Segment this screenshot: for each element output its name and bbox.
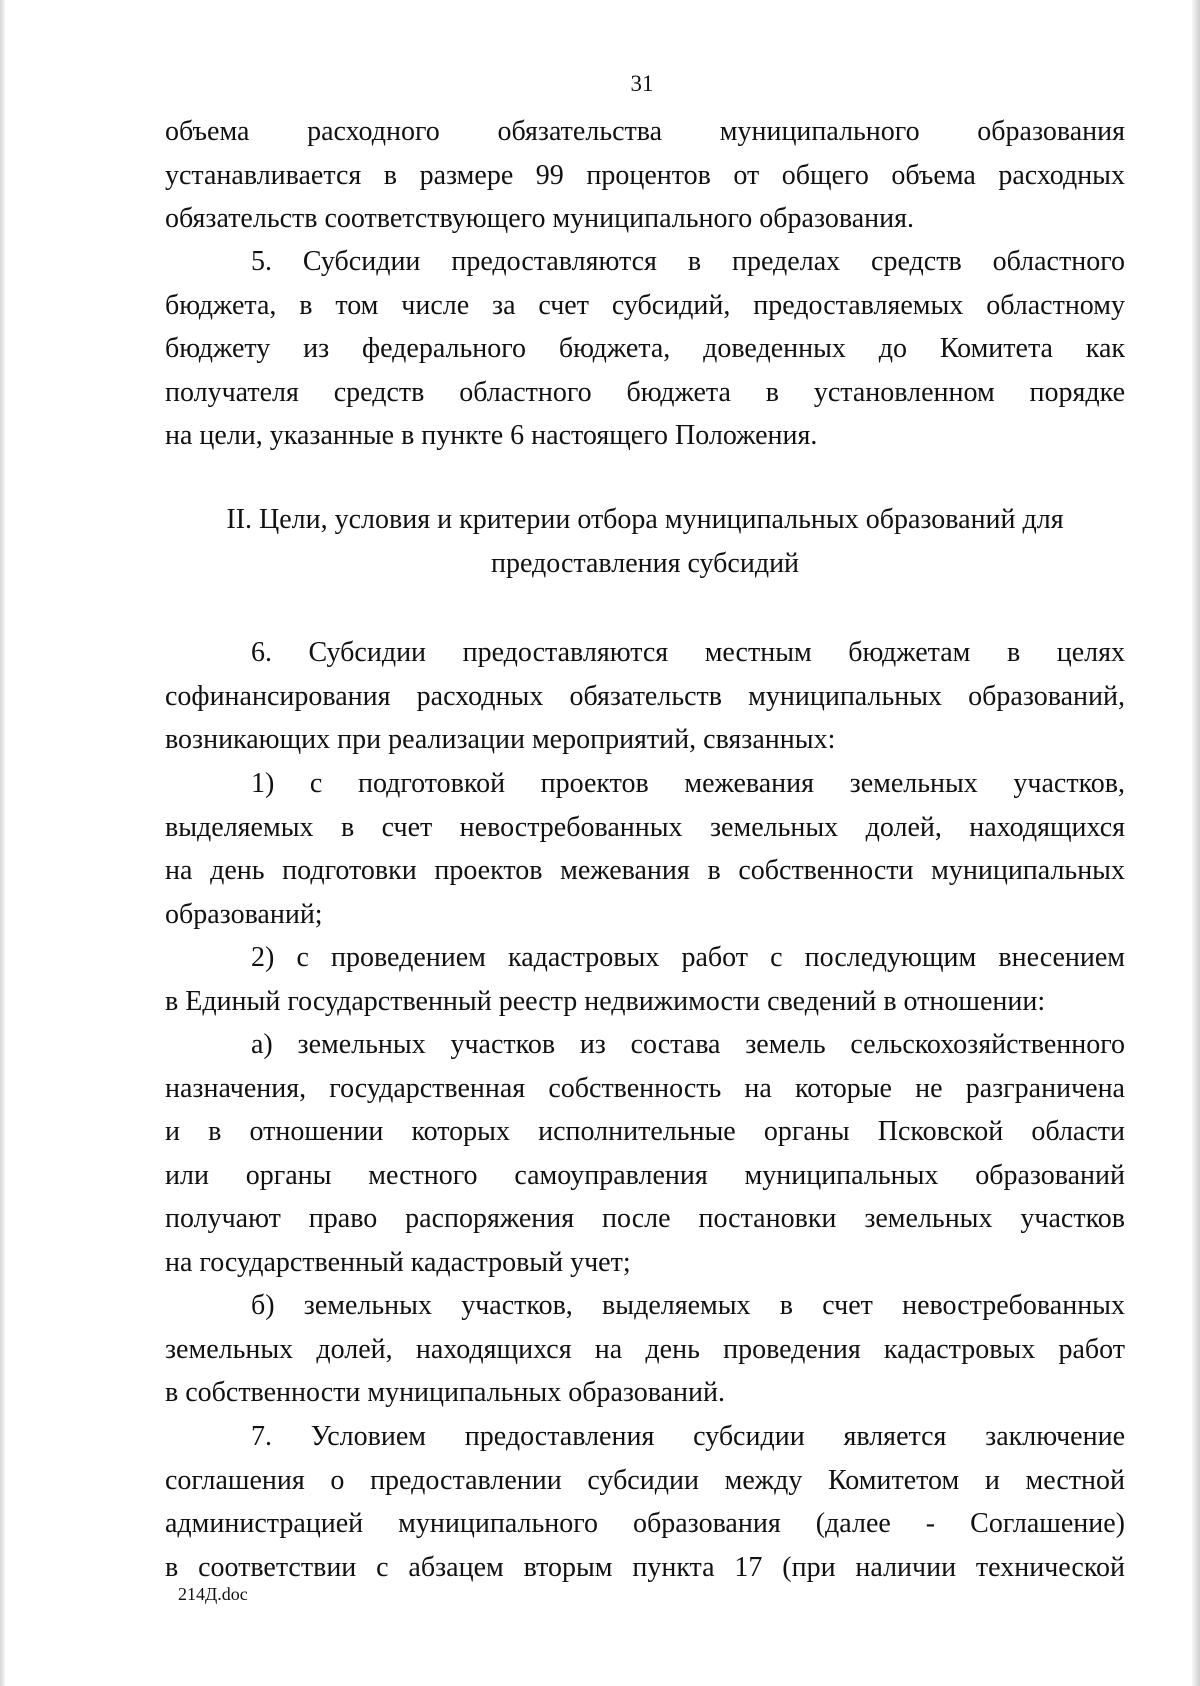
list-item-a <box>165 1023 1125 1285</box>
scan-edge-left <box>0 0 5 1686</box>
text-line: 7. Условием предоставления субсидии является заключение <box>251 1421 1125 1452</box>
text-line: бюджета, в том числе за счет субсидий, предоставляемых областному <box>165 289 1125 321</box>
text-line: а) земельных участков из состава земель сельскохозяйственного <box>251 1029 1125 1060</box>
section-heading <box>165 498 1125 585</box>
text-line: в Единый государственный реестр недвижимости сведений в отношении: <box>165 985 1046 1017</box>
text-line: 1) с подготовкой проектов межевания земельных участков, <box>251 768 1125 799</box>
text-line: 2) с проведением кадастровых работ с последующим внесением <box>251 942 1125 973</box>
text-line: в собственности муниципальных образований. <box>165 1377 726 1409</box>
text-line: софинансирования расходных обязательств муниципальных образований, <box>165 680 1125 712</box>
paragraph-6 <box>165 631 1125 762</box>
text-line: на день подготовки проектов межевания в собственности муниципальных <box>165 855 1125 887</box>
text-line: образований; <box>165 898 323 930</box>
text-line: в соответствии с абзацем вторым пункта 17 (при наличии технической <box>165 1551 1125 1583</box>
text-line: объема расходного обязательства муниципального образования <box>165 116 1125 147</box>
text-line: бюджету из федерального бюджета, доведенных до Комитета как <box>165 333 1125 365</box>
text-line: на цели, указанные в пункте 6 настоящего Положения. <box>165 420 818 452</box>
text-line: получателя средств областного бюджета в установленном порядке <box>165 376 1125 408</box>
paragraph-7 <box>165 1415 1125 1589</box>
text-line: земельных долей, находящихся на день проведения кадастровых работ <box>165 1333 1125 1365</box>
text-line: 5. Субсидии предоставляются в пределах средств областного <box>251 246 1125 277</box>
list-item-2 <box>165 936 1125 1023</box>
page-number: 31 <box>630 71 654 96</box>
text-line: выделяемых в счет невостребованных земельных долей, находящихся <box>165 811 1125 843</box>
heading-line: предоставления субсидий <box>490 547 800 579</box>
paragraph-5 <box>165 240 1125 458</box>
footer-filename: 214Д.doc <box>178 1584 248 1604</box>
heading-line: II. Цели, условия и критерии отбора муниципальных образований для <box>226 504 1064 535</box>
text-line: получают право распоряжения после постановки земельных участков <box>165 1203 1125 1235</box>
list-item-b <box>165 1284 1125 1415</box>
text-line: соглашения о предоставлении субсидии между Комитетом и местной <box>165 1464 1125 1496</box>
text-line: назначения, государственная собственность на которые не разграничена <box>165 1072 1125 1104</box>
text-line: устанавливается в размере 99 процентов от общего объема расходных <box>165 159 1125 191</box>
paragraph-intro <box>165 110 1125 241</box>
text-line: б) земельных участков, выделяемых в счет невостребованных <box>251 1290 1125 1321</box>
text-line: 6. Субсидии предоставляются местным бюджетам в целях <box>251 637 1125 668</box>
text-line: на государственный кадастровый учет; <box>165 1246 631 1278</box>
text-line: или органы местного самоуправления муниципальных образований <box>165 1159 1125 1191</box>
list-item-1 <box>165 762 1125 936</box>
text-line: возникающих при реализации мероприятий, связанных: <box>165 724 836 756</box>
scan-edge-right <box>1192 0 1200 1686</box>
text-line: и в отношении которых исполнительные органы Псковской области <box>165 1116 1125 1148</box>
text-line: администрацией муниципального образования (далее - Соглашение) <box>165 1508 1125 1540</box>
text-line: обязательств соответствующего муниципального образования. <box>165 203 914 235</box>
